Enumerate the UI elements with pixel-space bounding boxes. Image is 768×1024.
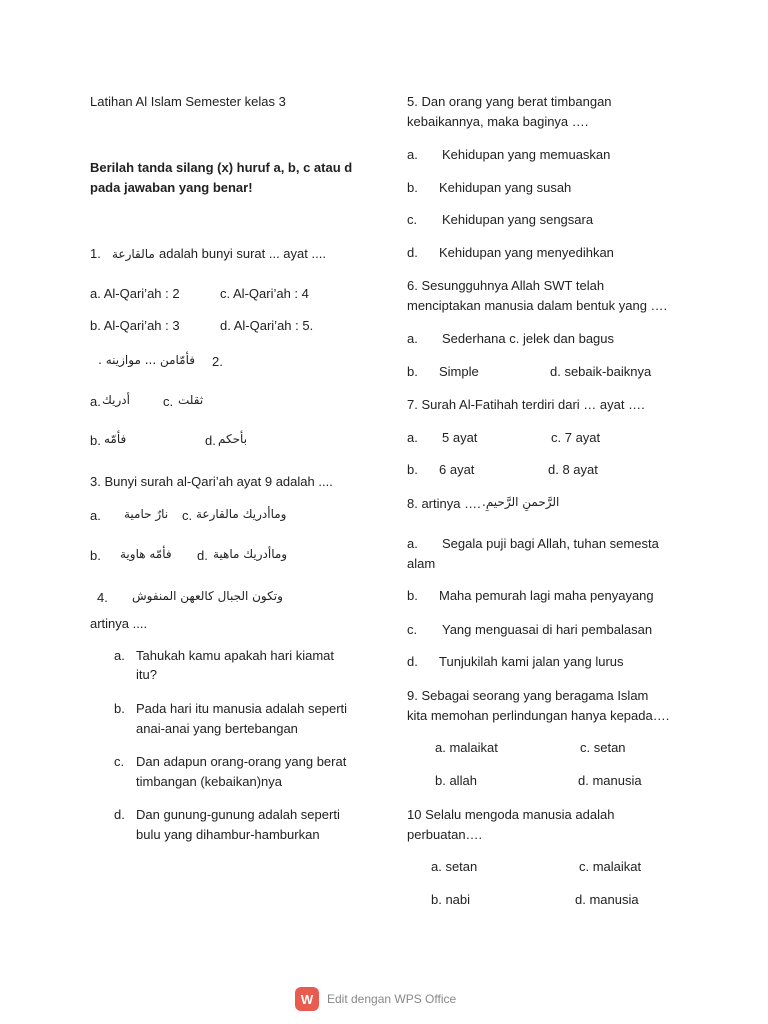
q9-option-d: d. manusia	[578, 773, 642, 788]
q8-option-d: Tunjukilah kami jalan yang lurus	[439, 654, 624, 669]
q6-option-b-label: b.	[407, 364, 418, 379]
q2-option-d: بأحكم	[218, 432, 248, 446]
q9-option-b: b. allah	[435, 773, 477, 788]
q5-option-d: Kehidupan yang menyedihkan	[439, 245, 614, 260]
q2-option-c-label: c.	[163, 394, 174, 409]
q10-option-b: b. nabi	[431, 892, 471, 907]
q9-line1: 9. Sebagai seorang yang beragama Islam	[407, 688, 649, 703]
wps-edit-link[interactable]	[295, 985, 456, 1013]
q4-number: 4.	[97, 590, 108, 605]
q5-line1: 5. Dan orang yang berat timbangan	[407, 94, 612, 109]
q3-option-d: وماأدريك ماهية	[213, 547, 288, 561]
q9-option-a: a. malaikat	[435, 740, 498, 755]
q3-option-a-label: a.	[90, 508, 101, 523]
q7-option-b: 6 ayat	[439, 462, 475, 477]
q10-line2: perbuatan….	[407, 827, 483, 842]
q2-option-d-label: d.	[205, 433, 216, 448]
q7-option-d: d. 8 ayat	[548, 462, 598, 477]
q3-option-b: فأمّه هاوية	[120, 547, 172, 561]
q3-option-d-label: d.	[197, 548, 208, 563]
q1-number: 1.	[90, 246, 101, 261]
q4-arabic: وتكون الجبال كالعهن المنفوش	[132, 589, 283, 603]
q6-option-d: d. sebaik-baiknya	[550, 364, 652, 379]
q4-option-c-label: c.	[114, 754, 125, 769]
q5-option-d-label: d.	[407, 245, 418, 260]
q9-line2: kita memohan perlindungan hanya kepada….	[407, 708, 670, 723]
q4-option-d-line1: Dan gunung-gunung adalah seperti	[136, 807, 340, 822]
q2-arabic: فأمّامن ... موازينه .	[98, 353, 195, 367]
q6-option-a-label: a.	[407, 331, 418, 346]
q5-option-c: Kehidupan yang sengsara	[442, 212, 594, 227]
q6-line1: 6. Sesungguhnya Allah SWT telah	[407, 278, 605, 293]
q1-option-c: c. Al-Qari’ah : 4	[220, 286, 309, 301]
q8-option-b-label: b.	[407, 588, 418, 603]
q5-option-a: Kehidupan yang memuaskan	[442, 147, 611, 162]
q8-option-a-line1: Segala puji bagi Allah, tuhan semesta	[442, 536, 659, 551]
q4-option-c-line1: Dan adapun orang-orang yang berat	[136, 754, 347, 769]
q8-option-a-line2: alam	[407, 556, 436, 571]
q6-option-b: Simple	[439, 364, 479, 379]
q10-option-d: d. manusia	[575, 892, 639, 907]
q6-option-a: Sederhana c. jelek dan bagus	[442, 331, 615, 346]
q4-option-d-line2: bulu yang dihambur-hamburkan	[136, 827, 320, 842]
q8-arabic: الرَّحمنِ الرَّحيمِ.	[482, 495, 560, 509]
q4-option-a-label: a.	[114, 648, 125, 663]
q3-option-c-label: c.	[182, 508, 193, 523]
q10-line1: 10 Selalu mengoda manusia adalah	[407, 807, 615, 822]
instruction-line-2: pada jawaban yang benar!	[90, 180, 253, 195]
document-title: Latihan Al Islam Semester kelas 3	[90, 94, 286, 109]
q4-option-b-line1: Pada hari itu manusia adalah seperti	[136, 701, 348, 716]
q2-number: 2.	[212, 354, 223, 369]
q4-option-a-line2: itu?	[136, 667, 157, 682]
q7-option-b-label: b.	[407, 462, 418, 477]
q1-text: adalah bunyi surat ... ayat ....	[159, 246, 326, 261]
q7-option-a-label: a.	[407, 430, 418, 445]
q3-option-c: وماأدريك مالقارعة	[196, 507, 287, 521]
q5-option-c-label: c.	[407, 212, 418, 227]
q2-option-b: فأمّه	[104, 432, 127, 446]
q2-option-b-label: b.	[90, 433, 101, 448]
q10-option-a: a. setan	[431, 859, 478, 874]
q4-option-a-line1: Tahukah kamu apakah hari kiamat	[136, 648, 335, 663]
q4-artinya: artinya ....	[90, 616, 148, 631]
q7-option-a: 5 ayat	[442, 430, 478, 445]
wps-edit-text: Edit dengan WPS Office	[327, 992, 457, 1006]
q8-option-c-label: c.	[407, 622, 418, 637]
q5-option-b: Kehidupan yang susah	[439, 180, 572, 195]
q3-text: 3. Bunyi surah al-Qari’ah ayat 9 adalah ....	[90, 474, 333, 489]
q1-arabic: مالقارعة	[112, 247, 155, 261]
q3-option-b-label: b.	[90, 548, 101, 563]
q10-option-c: c. malaikat	[579, 859, 642, 874]
q4-option-d-label: d.	[114, 807, 125, 822]
q3-option-a: نارٌ حامية	[124, 507, 169, 521]
q7-text: 7. Surah Al-Fatihah terdiri dari … ayat ….	[407, 397, 645, 412]
q8-option-a-label: a.	[407, 536, 418, 551]
q8-option-c: Yang menguasai di hari pembalasan	[442, 622, 653, 637]
q1-option-b: b. Al-Qari’ah : 3	[90, 318, 180, 333]
q7-option-c: c. 7 ayat	[551, 430, 601, 445]
q8-prefix: 8. artinya ….	[407, 496, 481, 511]
q9-option-c: c. setan	[580, 740, 626, 755]
q6-line2: menciptakan manusia dalam bentuk yang ….	[407, 298, 668, 313]
q5-option-b-label: b.	[407, 180, 418, 195]
q5-line2: kebaikannya, maka baginya ….	[407, 114, 589, 129]
q4-option-b-label: b.	[114, 701, 125, 716]
instruction-line-1: Berilah tanda silang (x) huruf a, b, c atau d	[90, 160, 353, 175]
q4-option-c-line2: timbangan (kebaikan)nya	[136, 774, 282, 789]
q2-option-c: ثقلت	[178, 393, 204, 407]
wps-logo-icon: W	[295, 987, 319, 1011]
q1-option-d: d. Al-Qari’ah : 5.	[220, 318, 314, 333]
q4-option-b-line2: anai-anai yang bertebangan	[136, 721, 298, 736]
q2-option-a-label: a.	[90, 394, 101, 409]
q5-option-a-label: a.	[407, 147, 418, 162]
q2-option-a: أدريك	[102, 393, 130, 407]
q8-option-b: Maha pemurah lagi maha penyayang	[439, 588, 654, 603]
q1-option-a: a. Al-Qari’ah : 2	[90, 286, 180, 301]
q8-option-d-label: d.	[407, 654, 418, 669]
